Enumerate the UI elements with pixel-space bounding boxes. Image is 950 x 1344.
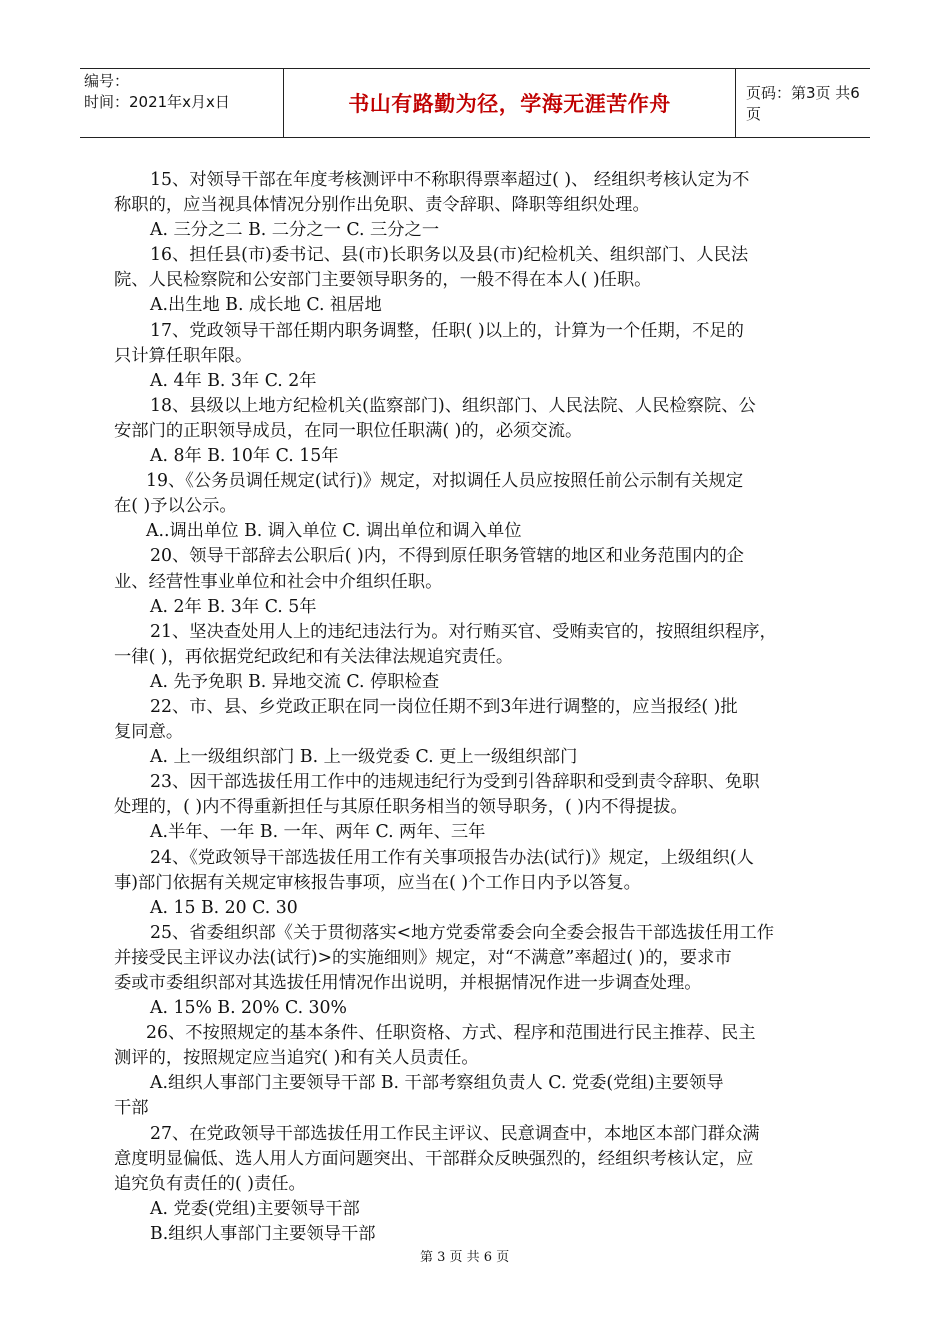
text-line: A. 党委(党组)主要领导干部 (150, 1198, 360, 1219)
text-line: A. 三分之二 B. 二分之一 C. 三分之一 (150, 220, 440, 241)
text-line: A.组织人事部门主要领导干部 B. 干部考察组负责人 C. 党委(党组)主要领导 (150, 1073, 724, 1094)
text-line: 并接受民主评议办法(试行)>的实施细则》规定，对“不满意”率超过( )的，要求市 (114, 947, 732, 968)
text-line: 安部门的正职领导成员，在同一职位任职满( )的，必须交流。 (114, 420, 583, 441)
text-line: 25、省委组织部《关于贯彻落实<地方党委常委会向全委会报告干部选拔任用工作 (150, 922, 775, 943)
text-line: A. 2年 B. 3年 C. 5年 (150, 596, 317, 617)
text-line: 16、担任县(市)委书记、县(市)长职务以及县(市)纪检机关、组织部门、人民法 (150, 245, 749, 266)
header-motto: 书山有路勤为径，学海无涯苦作舟 (284, 69, 736, 137)
text-line: A. 8年 B. 10年 C. 15年 (150, 446, 339, 467)
text-line: 追究负有责任的( )责任。 (114, 1173, 306, 1194)
text-line: 干部 (114, 1098, 149, 1119)
text-line: 测评的，按照规定应当追究( )和有关人员责任。 (114, 1048, 479, 1069)
question-list (114, 168, 838, 1247)
text-line: 18、县级以上地方纪检机关(监察部门)、组织部门、人民法院、人民检察院、公 (150, 395, 756, 416)
text-line: 意度明显偏低、选人用人方面问题突出、干部群众反映强烈的，经组织考核认定，应 (114, 1148, 754, 1169)
text-line: A. 上一级组织部门 B. 上一级党委 C. 更上一级组织部门 (150, 747, 578, 768)
date-label: 时间：2021年x月x日 (84, 93, 230, 111)
text-line: 复同意。 (114, 722, 184, 743)
text-line: 26、不按照规定的基本条件、任职资格、方式、程序和范围进行民主推荐、民主 (146, 1023, 756, 1044)
text-line: 22、市、县、乡党政正职在同一岗位任期不到3年进行调整的，应当报经( )批 (150, 696, 738, 717)
text-line: 27、在党政领导干部选拔任用工作民主评议、民意调查中，本地区本部门群众满 (150, 1123, 760, 1144)
text-line: A. 15% B. 20% C. 30% (150, 998, 347, 1019)
text-line: 只计算任职年限。 (114, 345, 253, 366)
text-line: A.半年、一年 B. 一年、两年 C. 两年、三年 (150, 822, 486, 843)
text-line: 一律( )，再依据党纪政纪和有关法律法规追究责任。 (114, 646, 514, 667)
text-line: A.出生地 B. 成长地 C. 祖居地 (150, 295, 382, 316)
text-line: 在( )予以公示。 (114, 496, 237, 517)
text-line: 业、经营性事业单位和社会中介组织任职。 (114, 571, 443, 592)
text-line: 24、《党政领导干部选拔任用工作有关事项报告办法(试行)》规定，上级组织(人 (150, 847, 754, 868)
text-line: 19、《公务员调任规定(试行)》规定，对拟调任人员应按照任前公示制有关规定 (146, 471, 744, 492)
header-meta (80, 69, 284, 137)
text-line: 处理的，( )内不得重新担任与其原任职务相当的领导职务，( )内不得提拔。 (114, 797, 688, 818)
page-footer: 第 3 页 共 6 页 (420, 1250, 510, 1265)
text-line: A. 15 B. 20 C. 30 (150, 897, 298, 918)
text-line: A..调出单位 B. 调入单位 C. 调出单位和调入单位 (146, 521, 522, 542)
text-line: 称职的，应当视具体情况分别作出免职、责令辞职、降职等组织处理。 (114, 195, 650, 216)
text-line: A. 先予免职 B. 异地交流 C. 停职检查 (150, 671, 440, 692)
text-line: 委或市委组织部对其选拔任用情况作出说明，并根据情况作进一步调查处理。 (114, 973, 702, 993)
text-line: 15、对领导干部在年度考核测评中不称职得票率超过( )、 经组织考核认定为不 (150, 170, 750, 190)
text-line: A. 4年 B. 3年 C. 2年 (150, 370, 317, 391)
text-line: 23、因干部选拔任用工作中的违规违纪行为受到引咎辞职和受到责令辞职、免职 (150, 772, 760, 793)
text-line: 20、领导干部辞去公职后( )内，不得到原任职务管辖的地区和业务范围内的企 (150, 546, 744, 567)
text-line: 17、党政领导干部任期内职务调整，任职( )以上的，计算为一个任期，不足的 (150, 320, 744, 341)
text-line: 事)部门依据有关规定审核报告事项，应当在( )个工作日内予以答复。 (114, 872, 641, 893)
text-line: 21、坚决查处用人上的违纪违法行为。对行贿买官、受贿卖官的，按照组织程序， (150, 621, 777, 642)
number-label: 编号： (84, 72, 130, 90)
header-page-label: 页码：第3页 共6页 (746, 84, 860, 123)
document-header (80, 68, 870, 138)
text-line: B.组织人事部门主要领导干部 (150, 1223, 376, 1244)
text-line: 院、人民检察院和公安部门主要领导职务的，一般不得在本人( )任职。 (114, 270, 652, 291)
